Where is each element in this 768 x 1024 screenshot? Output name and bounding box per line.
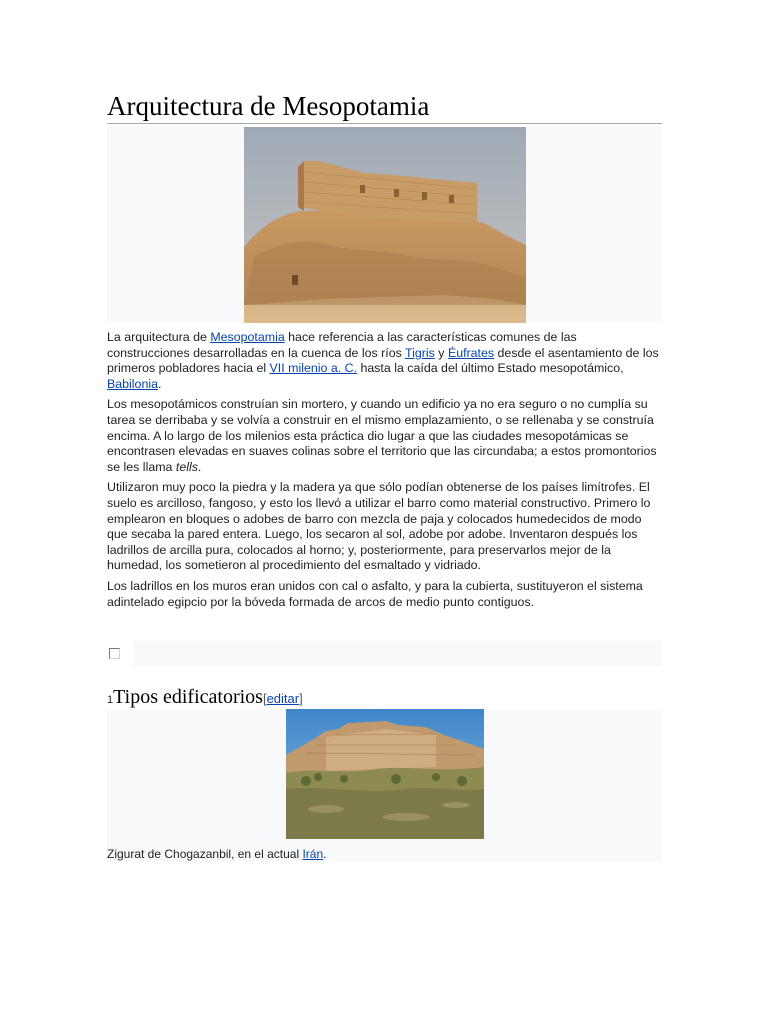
gallery-row (107, 641, 662, 666)
edit-link[interactable]: editar (266, 691, 300, 706)
intro-paragraph: La arquitectura de Mesopotamia hace referencia a las características comunes de las construcciones desarrolladas en la cuenca de los ríos Tigris y Éufrates desde el asentamiento de los primeros pobladores hacia el VII milenio a. C. hasta la caída del último Estado mesopotámico, Babilonia. (107, 330, 659, 391)
tigris-link[interactable]: Tigris (405, 345, 435, 360)
section-heading (107, 682, 662, 712)
ziggurat-photo[interactable] (286, 709, 484, 839)
mesopotamia-link[interactable]: Mesopotamia (210, 330, 285, 344)
gallery-placeholder (133, 641, 662, 666)
babilonia-link[interactable]: Babilonia (107, 376, 158, 391)
vii-milenio-link[interactable]: VII milenio a. C. (269, 361, 358, 376)
page-title: Arquitectura de Mesopotamia (107, 91, 662, 124)
ruins-photo[interactable] (244, 127, 526, 323)
article-body (107, 330, 662, 615)
ziggurat-figure (107, 709, 662, 861)
bricks-paragraph: Los ladrillos en los muros eran unidos con cal o asfalto, y para la cubierta, sustituyeron el sistema adintelado egipcio por la bóveda formada de arcos de medio punto contiguos. (107, 578, 643, 609)
mortar-paragraph: Los mesopotámicos construían sin mortero, y cuando un edificio ya no era seguro o no cumplía su tarea se derribaba y se volvía a construir en el mismo emplazamiento, o se rellenaba y se construía encima. A lo largo de los milenios esta práctica dio lugar a que las ciudades mesopotámicas se encontrasen elevadas en suaves colinas sobre el territorio que las circundaba; a estos promontorios se les llama tells. (107, 397, 657, 474)
lead-figure (107, 127, 662, 323)
eufrates-link[interactable]: Éufrates (447, 345, 495, 360)
section-number: 1 (107, 694, 114, 706)
figure-caption: Zigurat de Chogazanbil, en el actual Irán. (107, 847, 327, 861)
edit-section: [editar] (262, 691, 303, 706)
iran-link[interactable]: Irán (302, 847, 324, 861)
section-title: Tipos edificatorios (113, 686, 263, 708)
materials-paragraph: Utilizaron muy poco la piedra y la madera ya que sólo podían obtenerse de los países limítrofes. El suelo es arcilloso, fangoso, y esto los llevó a utilizar el barro como material constructivo. Primero lo emplearon en bloques o adobes de barro con mezcla de paja y colocados humedecidos de modo que secaba la pared entera. Luego, los secaron al sol, adobe por adobe. Inventaron después los ladrillos de arcilla pura, colocados al horno; y, posteriormente, para preservarlos mejor de la humedad, los sometieron al procedimiento del esmaltado y vidriado. (107, 480, 651, 573)
checkbox[interactable] (109, 648, 120, 659)
